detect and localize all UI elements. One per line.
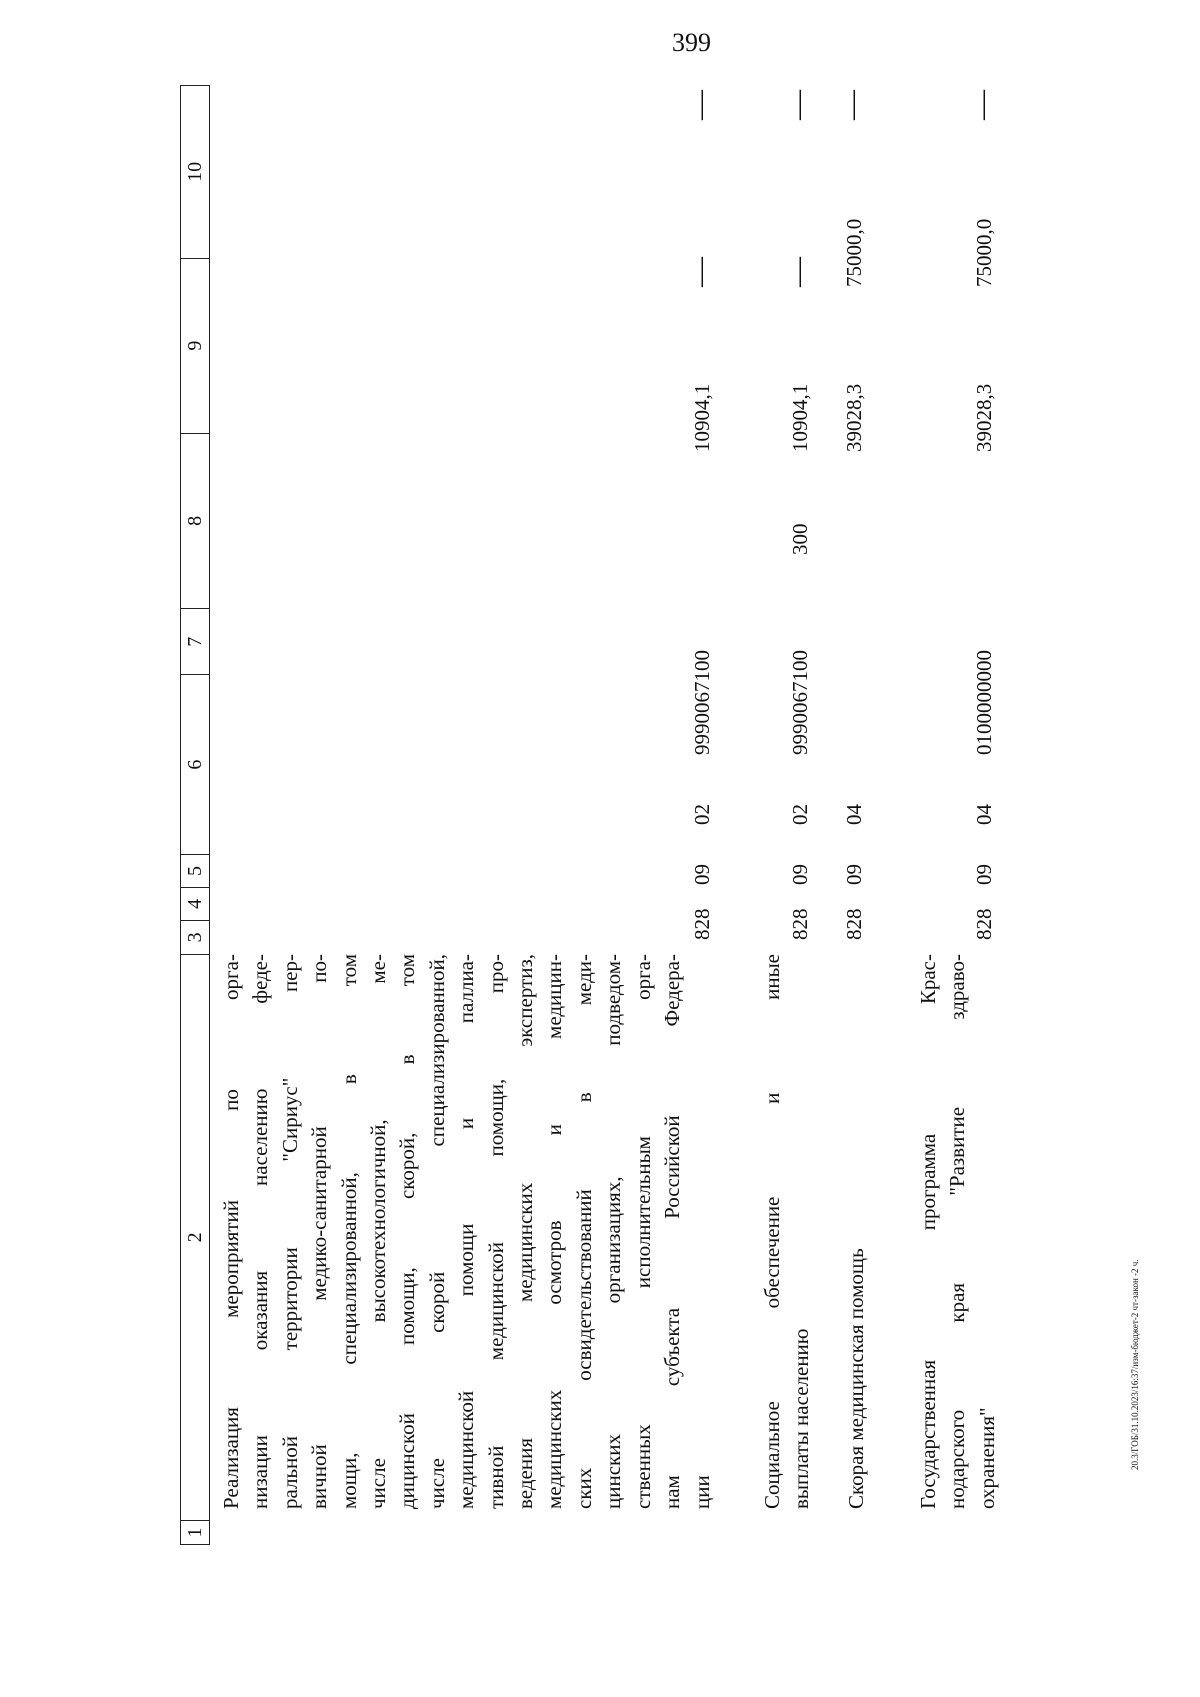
cell-col10: — xyxy=(683,90,716,120)
description-line: Скорая медицинская помощь xyxy=(844,1248,868,1509)
row-description xyxy=(842,954,871,1509)
cell-col5: 04 xyxy=(842,804,866,825)
description-line: ских освидетельствований в меди- xyxy=(571,954,596,1509)
header-col-3: 3 xyxy=(181,920,209,954)
description-line: низации оказания населению феде- xyxy=(248,954,273,1509)
description-line: цинских организациях, подведом- xyxy=(601,954,626,1509)
description-line: ральной территории "Сириус" пер- xyxy=(277,954,302,1509)
cell-col5: 04 xyxy=(972,804,996,825)
cell-col3: 828 xyxy=(788,908,812,940)
header-col-2: 2 xyxy=(181,954,209,1520)
cell-col10: — xyxy=(965,90,998,120)
cell-col4: 09 xyxy=(842,864,866,885)
cell-col8: 10904,1 xyxy=(788,383,812,452)
description-line: нам субъекта Российской Федера- xyxy=(660,954,685,1509)
row-description xyxy=(914,954,1002,1509)
budget-table xyxy=(180,85,1090,1545)
cell-col9: — xyxy=(683,257,716,287)
description-line: мощи, специализированной, в том xyxy=(336,954,361,1509)
description-line: охранения" xyxy=(974,1407,999,1509)
cell-col4: 09 xyxy=(788,864,812,885)
cell-col10: — xyxy=(781,90,814,120)
cell-col6: 0100000000 xyxy=(972,650,996,755)
cell-col8: 39028,3 xyxy=(842,383,866,452)
cell-col6: 9990067100 xyxy=(690,650,714,755)
cell-col9: 75000,0 xyxy=(842,218,866,287)
description-line: медицинской помощи и паллиа- xyxy=(454,954,479,1509)
description-line: нодарского края "Развитие здраво- xyxy=(945,954,970,1509)
cell-col6: 9990067100 xyxy=(788,650,812,755)
cell-col3: 828 xyxy=(972,908,996,940)
description-line: тивной медицинской помощи, про- xyxy=(483,954,508,1509)
header-col-7: 7 xyxy=(181,608,209,674)
cell-col10: — xyxy=(835,90,868,120)
header-col-5: 5 xyxy=(181,854,209,887)
description-line: числе скорой специализированной, xyxy=(424,954,449,1509)
description-line: дицинской помощи, скорой, в том xyxy=(395,954,420,1509)
cell-col7: 300 xyxy=(788,523,812,555)
page-number: 399 xyxy=(672,28,711,57)
header-col-1: 1 xyxy=(181,1520,209,1544)
row-description xyxy=(758,954,817,1509)
description-line: ведения медицинских экспертиз, xyxy=(513,954,538,1509)
cell-col8: 39028,3 xyxy=(972,383,996,452)
document-footer-code: 20.3/ГОБ/31.10.2023/16:37/изм-бюджет-2 чт-закон -2 ч. xyxy=(1130,1259,1140,1470)
cell-col4: 09 xyxy=(690,864,714,885)
cell-col5: 02 xyxy=(788,804,812,825)
description-line: ции xyxy=(689,1475,714,1509)
description-line: выплаты населению xyxy=(789,1328,814,1509)
description-line: ственных исполнительным орга- xyxy=(630,954,655,1509)
cell-col3: 828 xyxy=(690,908,714,940)
description-line: Социальное обеспечение и иные xyxy=(760,954,784,1509)
table-header-row xyxy=(180,85,210,1545)
description-line: вичной медико-санитарной по- xyxy=(307,954,332,1509)
description-line: медицинских осмотров и медицин- xyxy=(542,954,567,1509)
cell-col8: 10904,1 xyxy=(690,383,714,452)
description-line: Реализация мероприятий по орга- xyxy=(219,954,243,1509)
header-col-8: 8 xyxy=(181,433,209,609)
header-col-10: 10 xyxy=(183,161,206,182)
description-line: числе высокотехнологичной, ме- xyxy=(366,954,391,1509)
cell-col9: 75000,0 xyxy=(972,218,996,287)
cell-col5: 02 xyxy=(690,804,714,825)
description-line: Государственная программа Крас- xyxy=(916,954,940,1509)
row-description xyxy=(217,954,717,1509)
cell-col9: — xyxy=(781,257,814,287)
cell-col4: 09 xyxy=(972,864,996,885)
header-col-4: 4 xyxy=(181,887,209,920)
header-col-6: 6 xyxy=(181,674,209,854)
cell-col3: 828 xyxy=(842,908,866,940)
header-col-9: 9 xyxy=(181,258,209,433)
